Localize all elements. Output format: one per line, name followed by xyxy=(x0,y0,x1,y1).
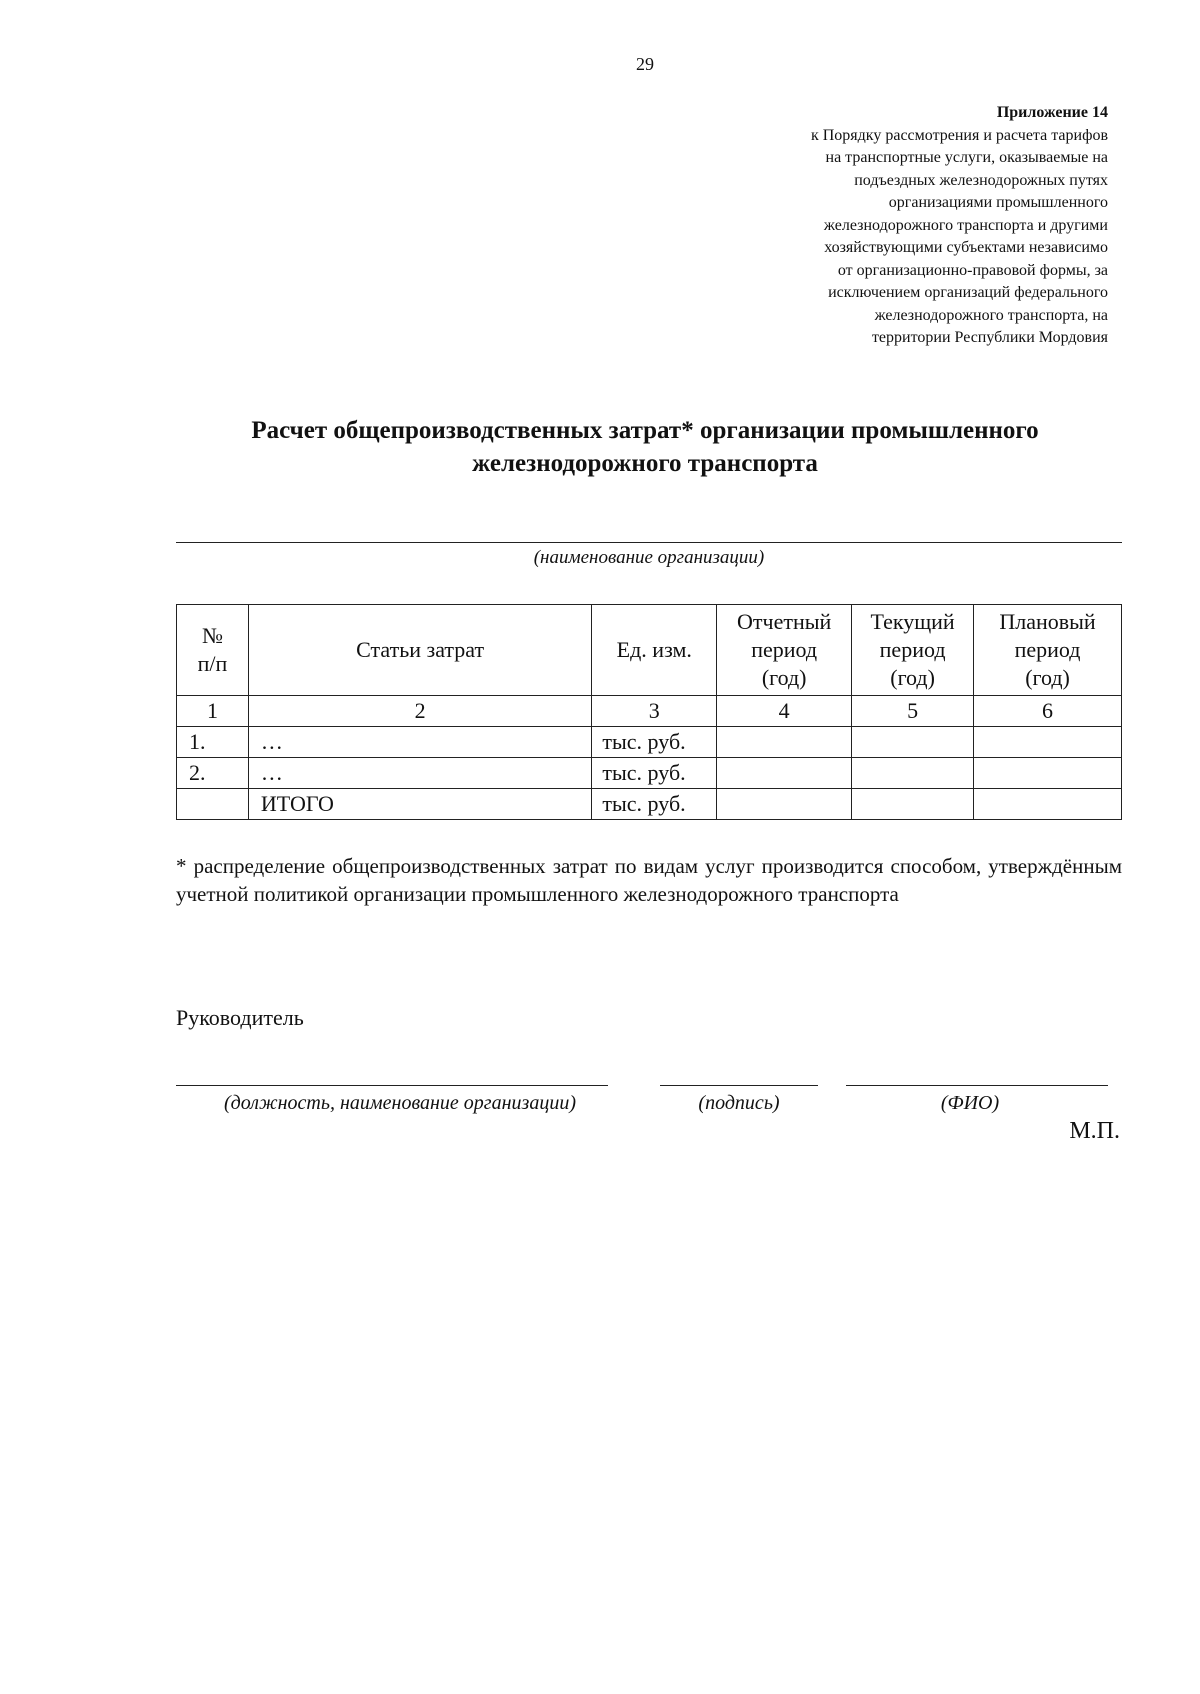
appendix-line: на транспортные услуги, оказываемые на xyxy=(825,149,1108,166)
column-number: 5 xyxy=(852,696,974,727)
row-unit: тыс. руб. xyxy=(592,727,717,758)
row-reported xyxy=(717,758,852,789)
appendix-title: Приложение 14 xyxy=(996,104,1108,121)
header-item: Статьи затрат xyxy=(248,605,591,696)
title-line-1: Расчет общепроизводственных затрат* организации промышленного xyxy=(251,417,1039,444)
header-reported-line: Отчетный xyxy=(737,609,832,634)
header-planned-line: (год) xyxy=(1025,665,1070,690)
row-item: … xyxy=(248,727,591,758)
page-number: 29 xyxy=(636,54,654,74)
row-current xyxy=(852,789,974,820)
position-caption: (должность, наименование организации) xyxy=(224,1092,576,1114)
position-signature-line xyxy=(176,1085,608,1086)
table-total-row xyxy=(177,789,1122,820)
row-planned xyxy=(974,789,1122,820)
footnote: * распределение общепроизводственных затрат по видам услуг производится способом, утверждённым учетной политикой организации промышленного железнодорожного транспорта xyxy=(176,854,1122,906)
header-current-line: (год) xyxy=(890,665,935,690)
name-caption: (ФИО) xyxy=(940,1092,1000,1114)
seal-mark: М.П. xyxy=(1069,1118,1120,1144)
header-reported xyxy=(717,605,852,696)
column-number: 1 xyxy=(177,696,249,727)
sign-caption: (подпись) xyxy=(698,1092,780,1114)
appendix-line: территории Республики Мордовия xyxy=(871,329,1108,346)
column-number: 6 xyxy=(974,696,1122,727)
name-signature-line xyxy=(846,1085,1108,1086)
column-number: 4 xyxy=(717,696,852,727)
appendix-line: подъездных железнодорожных путях xyxy=(854,171,1108,189)
row-current xyxy=(852,727,974,758)
appendix-block xyxy=(638,102,1108,350)
document-title xyxy=(160,414,1130,480)
header-reported-line: период xyxy=(751,637,818,662)
header-current xyxy=(852,605,974,696)
header-num-line: № xyxy=(201,623,223,648)
row-item: ИТОГО xyxy=(248,789,591,820)
appendix-line: к Порядку рассмотрения и расчета тарифов xyxy=(810,126,1108,144)
row-current xyxy=(852,758,974,789)
header-num-line: п/п xyxy=(197,651,228,676)
title-line-2: железнодорожного транспорта xyxy=(472,450,818,477)
row-reported xyxy=(717,727,852,758)
row-planned xyxy=(974,758,1122,789)
appendix-line: исключением организаций федерального xyxy=(828,284,1108,301)
row-planned xyxy=(974,727,1122,758)
row-number: 1. xyxy=(177,727,249,758)
table-header-row xyxy=(177,605,1122,696)
table-row xyxy=(177,758,1122,789)
appendix-line: организациями промышленного xyxy=(888,194,1108,211)
header-current-line: Текущий xyxy=(870,609,955,634)
appendix-line: от организационно-правовой формы, за xyxy=(837,261,1108,279)
header-num xyxy=(177,605,249,696)
header-current-line: период xyxy=(879,637,946,662)
row-number: 2. xyxy=(177,758,249,789)
row-unit: тыс. руб. xyxy=(592,758,717,789)
row-item: … xyxy=(248,758,591,789)
appendix-line: хозяйствующими субъектами независимо xyxy=(824,239,1108,256)
table-row xyxy=(177,727,1122,758)
column-number: 3 xyxy=(592,696,717,727)
column-numbers-row xyxy=(177,696,1122,727)
head-label: Руководитель xyxy=(176,1005,304,1030)
organization-caption: (наименование организации) xyxy=(533,547,765,568)
sign-signature-line xyxy=(660,1085,818,1086)
cost-table xyxy=(176,604,1122,820)
appendix-line: железнодорожного транспорта и другими xyxy=(823,216,1108,234)
row-unit: тыс. руб. xyxy=(592,789,717,820)
header-planned xyxy=(974,605,1122,696)
header-reported-line: (год) xyxy=(761,665,807,690)
row-reported xyxy=(717,789,852,820)
appendix-line: железнодорожного транспорта, на xyxy=(874,306,1108,324)
header-planned-line: период xyxy=(1014,637,1081,662)
header-planned-line: Плановый xyxy=(999,609,1096,634)
row-number xyxy=(177,789,249,820)
header-unit: Ед. изм. xyxy=(592,605,717,696)
column-number: 2 xyxy=(248,696,591,727)
organization-name-line xyxy=(176,542,1122,543)
